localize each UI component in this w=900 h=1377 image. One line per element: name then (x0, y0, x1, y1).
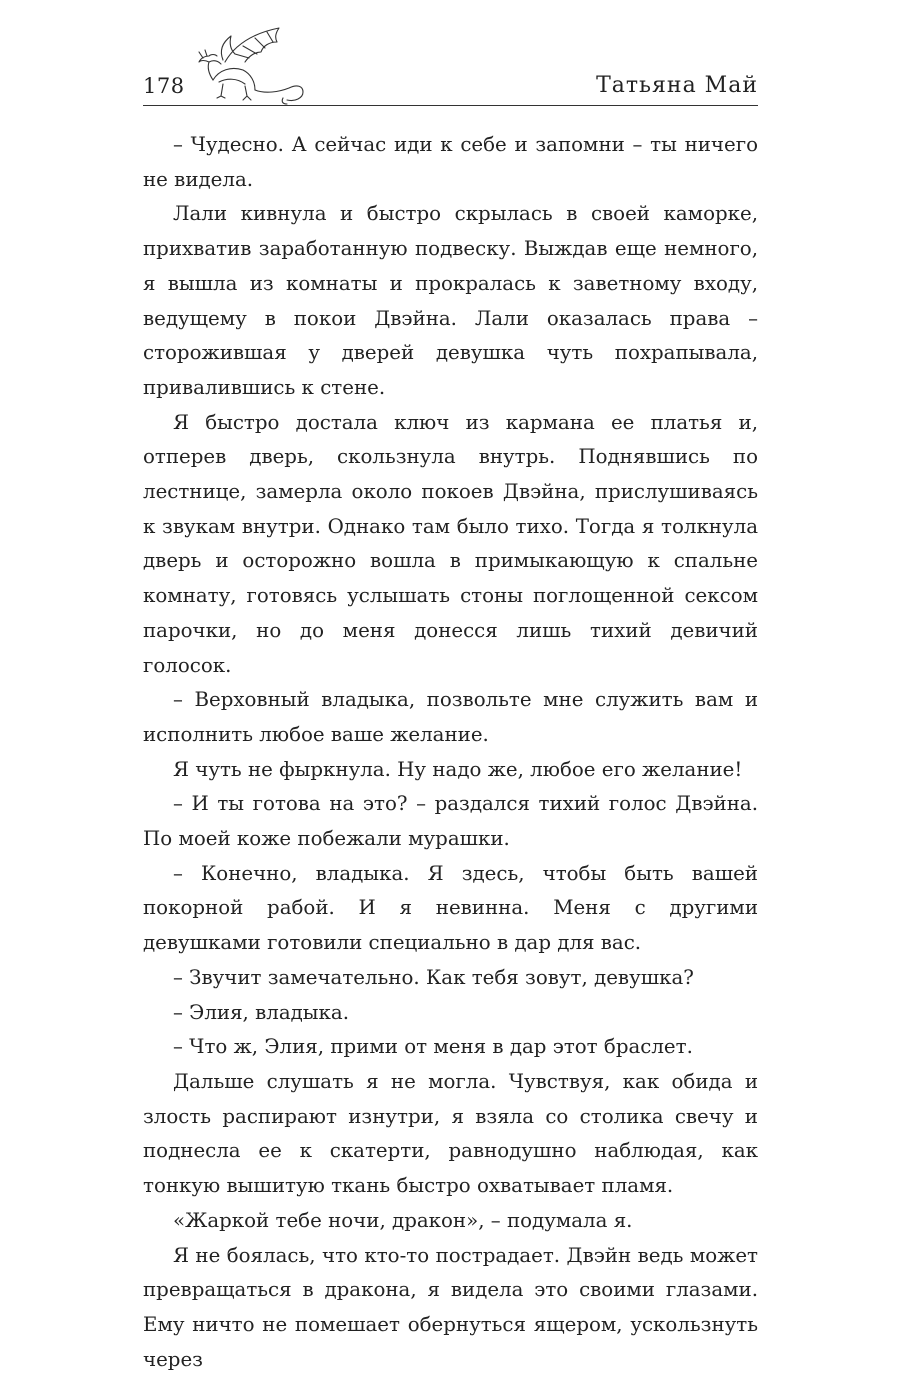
author-name: Татьяна Май (596, 72, 758, 100)
paragraph: Лали кивнула и быстро скрылась в своей каморке, прихватив заработанную подвеску. Выждав еще немного, я вышла из комнаты и прокралась к заветному входу, ведущему в покои Двэйна. Лали оказалась права – сторожившая у дверей девушка чуть похрапывала, привалившись к стене. (143, 197, 758, 405)
paragraph: «Жаркой тебе ночи, дракон», – подумала я. (143, 1204, 758, 1239)
paragraph: – Конечно, владыка. Я здесь, чтобы быть вашей покорной рабой. И я невинна. Меня с другими девушками готовили специально в дар для вас. (143, 857, 758, 961)
paragraph: – Верховный владыка, позвольте мне служить вам и исполнить любое ваше желание. (143, 683, 758, 752)
paragraph: Я чуть не фыркнула. Ну надо же, любое его желание! (143, 753, 758, 788)
paragraph: – Чудесно. А сейчас иди к себе и запомни – ты ничего не видела. (143, 128, 758, 197)
paragraph: – Что ж, Элия, прими от меня в дар этот браслет. (143, 1030, 758, 1065)
paragraph: Я не боялась, что кто-то пострадает. Двэйн ведь может превращаться в дракона, я видела это своими глазами. Ему ничто не помешает обернуться ящером, ускользнуть через (143, 1239, 758, 1377)
paragraph: – Звучит замечательно. Как тебя зовут, девушка? (143, 961, 758, 996)
paragraph: Я быстро достала ключ из кармана ее платья и, отперев дверь, скользнула внутрь. Поднявшись по лестнице, замерла около покоев Двэйна, прислушиваясь к звукам внутри. Однако там было тихо. Тогда я толкнула дверь и осторожно вошла в примыкающую к спальне комнату, готовясь услышать стоны поглощенной сексом парочки, но до меня донесся лишь тихий девичий голосок. (143, 406, 758, 684)
running-header (143, 20, 758, 110)
body-text (143, 128, 758, 1377)
page-number: 178 (143, 72, 185, 100)
paragraph: Дальше слушать я не могла. Чувствуя, как обида и злость распирают изнутри, я взяла со столика свечу и поднесла ее к скатерти, равнодушно наблюдая, как тонкую вышитую ткань быстро охватывает пламя. (143, 1065, 758, 1204)
paragraph: – Элия, владыка. (143, 996, 758, 1031)
header-rule (143, 105, 758, 106)
dragon-icon (183, 24, 313, 106)
paragraph: – И ты готова на это? – раздался тихий голос Двэйна. По моей коже побежали мурашки. (143, 787, 758, 856)
